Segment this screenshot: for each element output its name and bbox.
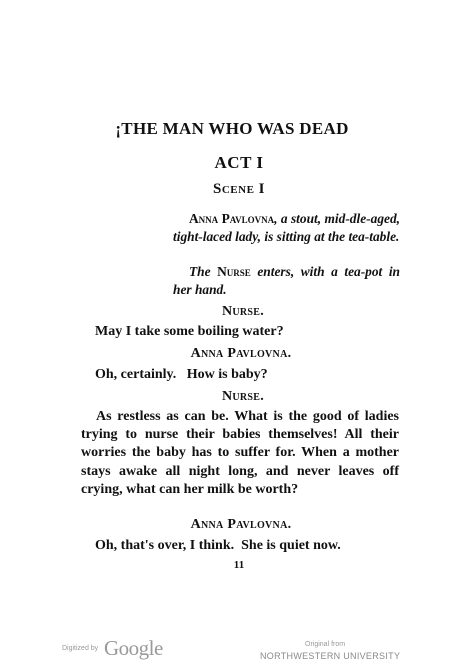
- stage-direction-text: enters, with a tea-pot in her hand.: [173, 264, 400, 297]
- scene-heading: Scene I: [213, 181, 265, 197]
- dialogue-line: May I take some boiling water?: [95, 324, 284, 339]
- speaker-name: Nurse.: [221, 304, 265, 319]
- digitized-by-label: Digitized by: [62, 645, 99, 652]
- speaker-name: Anna Pavlovna.: [190, 517, 292, 532]
- stage-direction-character: Anna Pavlovna: [189, 211, 275, 226]
- act-heading: ACT I: [214, 153, 264, 172]
- original-from-label: Original from: [305, 641, 346, 648]
- university-label: NORTHWESTERN UNIVERSITY: [260, 651, 401, 661]
- stage-direction-character: Nurse: [217, 264, 251, 279]
- stage-direction-text: , a stout, mid-dle-aged, tight-laced lady, is sitting at the tea-table.: [173, 211, 400, 244]
- stage-direction-opening: [173, 210, 400, 245]
- dialogue-paragraph: As restless as can be. What is the good of ladies trying to nurse their babies themselves! All their worries the baby has to suffer for. When a mother stays awake all night long, and never leaves off crying, what can her milk be worth?: [81, 409, 399, 497]
- speaker-name: Anna Pavlovna.: [190, 346, 292, 361]
- dialogue-line: Oh, certainly. How is baby?: [95, 367, 268, 382]
- google-logo: Google: [104, 636, 163, 660]
- stage-direction-prefix: The: [189, 264, 218, 279]
- dialogue-line: Oh, that's over, I think. She is quiet now.: [95, 538, 341, 553]
- speaker-name: Nurse.: [221, 389, 265, 404]
- page-number: 11: [233, 559, 245, 571]
- stage-direction-entrance: [173, 263, 400, 298]
- play-title: ¡THE MAN WHO WAS DEAD: [115, 119, 349, 138]
